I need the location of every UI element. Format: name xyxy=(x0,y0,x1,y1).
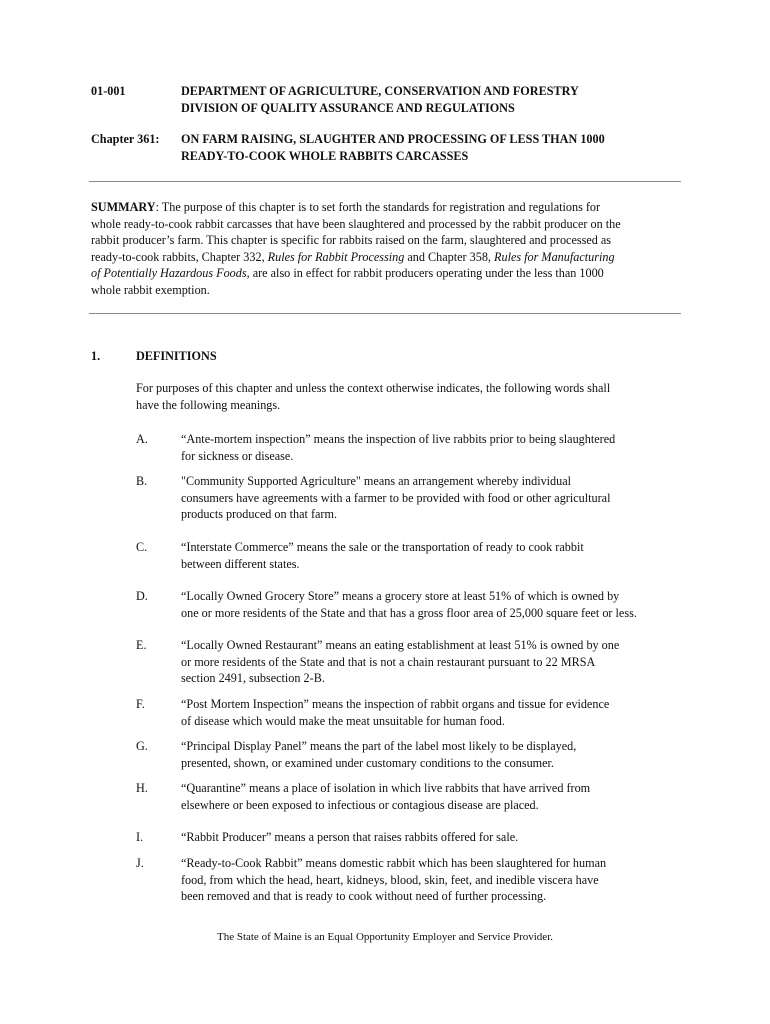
summary-paragraph xyxy=(91,199,681,298)
definition-line: for sickness or disease. xyxy=(181,448,294,463)
intro-line: have the following meanings. xyxy=(136,397,281,412)
summary-text: , are also in effect for rabbit producers operating under the less than 1000 xyxy=(246,266,604,280)
summary-text: and Chapter 358, xyxy=(404,249,495,264)
definition-line: between different states. xyxy=(181,556,300,571)
definition-letter: D. xyxy=(136,589,148,603)
definition-letter: C. xyxy=(136,540,148,554)
intro-line: For purposes of this chapter and unless the context otherwise indicates, the following words shall xyxy=(136,381,611,395)
rule-code: 01-001 xyxy=(91,84,126,98)
definition-line: “Post Mortem Inspection” means the inspection of rabbit organs and tissue for evidence xyxy=(181,697,610,711)
divider-top xyxy=(89,181,681,182)
definition-line: food, from which the head, heart, kidneys, blood, skin, feet, and inedible viscera have xyxy=(181,872,599,887)
section-title: DEFINITIONS xyxy=(136,349,217,363)
definition-letter: E. xyxy=(136,638,147,652)
rule-reference: of Potentially Hazardous Foods xyxy=(91,266,247,280)
definition-line: “Quarantine” means a place of isolation in which live rabbits that have arrived from xyxy=(181,781,591,795)
summary-line: : The purpose of this chapter is to set forth the standards for registration and regulations for xyxy=(155,200,601,214)
definition-letter: B. xyxy=(136,474,148,488)
definition-line: products produced on that farm. xyxy=(181,507,338,521)
definition-line: “Ready-to-Cook Rabbit” means domestic rabbit which has been slaughtered for human xyxy=(181,856,607,870)
definition-line: “Rabbit Producer” means a person that raises rabbits offered for sale. xyxy=(181,830,519,844)
rule-reference: Rules for Manufacturing xyxy=(494,249,615,264)
definition-line: been removed and that is ready to cook without need of further processing. xyxy=(181,889,547,903)
definition-line: “Principal Display Panel” means the part of the label most likely to be displayed, xyxy=(181,739,577,753)
definition-letter: F. xyxy=(136,697,145,711)
definition-line: “Locally Owned Restaurant” means an eating establishment at least 51% is owned by one xyxy=(181,638,620,652)
definition-letter: I. xyxy=(136,830,144,844)
definition-letter: A. xyxy=(136,432,148,446)
definition-letter: G. xyxy=(136,739,148,753)
chapter-title-line2: READY-TO-COOK WHOLE RABBITS CARCASSES xyxy=(181,148,469,163)
chapter-label: Chapter 361: xyxy=(91,132,160,146)
page-footer: The State of Maine is an Equal Opportunity Employer and Service Provider. xyxy=(216,931,554,943)
definition-line: section 2491, subsection 2-B. xyxy=(181,671,325,685)
chapter-title-line1: ON FARM RAISING, SLAUGHTER AND PROCESSING OF LESS THAN 1000 xyxy=(181,132,605,146)
definition-line: “Interstate Commerce” means the sale or the transportation of ready to cook rabbit xyxy=(181,540,584,554)
definition-line: elsewhere or been exposed to infectious or contagious disease are placed. xyxy=(181,797,539,812)
definition-letter: H. xyxy=(136,781,148,795)
department-name: DEPARTMENT OF AGRICULTURE, CONSERVATION AND FORESTRY xyxy=(181,84,579,98)
summary-line: whole ready-to-cook rabbit carcasses that have been slaughtered and processed by the rabbit producer on the xyxy=(91,216,621,231)
summary-line: rabbit producer’s farm. This chapter is specific for rabbits raised on the farm, slaughtered and processed as xyxy=(91,233,612,247)
rule-reference: Rules for Rabbit Processing xyxy=(267,249,405,264)
division-name: DIVISION OF QUALITY ASSURANCE AND REGULATIONS xyxy=(181,100,515,115)
definition-letter: J. xyxy=(136,856,144,870)
summary-label: SUMMARY xyxy=(91,200,156,214)
definition-line: "Community Supported Agriculture" means an arrangement whereby individual xyxy=(181,474,572,488)
section-intro xyxy=(136,380,676,413)
definition-line: of disease which would make the meat unsuitable for human food. xyxy=(181,713,505,728)
definition-line: or more residents of the State and that is not a chain restaurant pursuant to 22 MRSA xyxy=(181,654,596,669)
definition-line: consumers have agreements with a farmer to be provided with food or other agricultural xyxy=(181,490,611,505)
summary-line: whole rabbit exemption. xyxy=(91,282,210,297)
definition-line: one or more residents of the State and that has a gross floor area of 25,000 square feet or less. xyxy=(181,605,637,620)
definition-line: presented, shown, or examined under customary conditions to the consumer. xyxy=(181,755,554,770)
definition-line: “Ante-mortem inspection” means the inspection of live rabbits prior to being slaughtered xyxy=(181,432,616,446)
divider-bottom xyxy=(89,313,681,314)
summary-text: ready-to-cook rabbits, Chapter 332, xyxy=(91,249,268,264)
definition-line: “Locally Owned Grocery Store” means a grocery store at least 51% of which is owned by xyxy=(181,589,620,603)
section-number: 1. xyxy=(91,349,101,363)
